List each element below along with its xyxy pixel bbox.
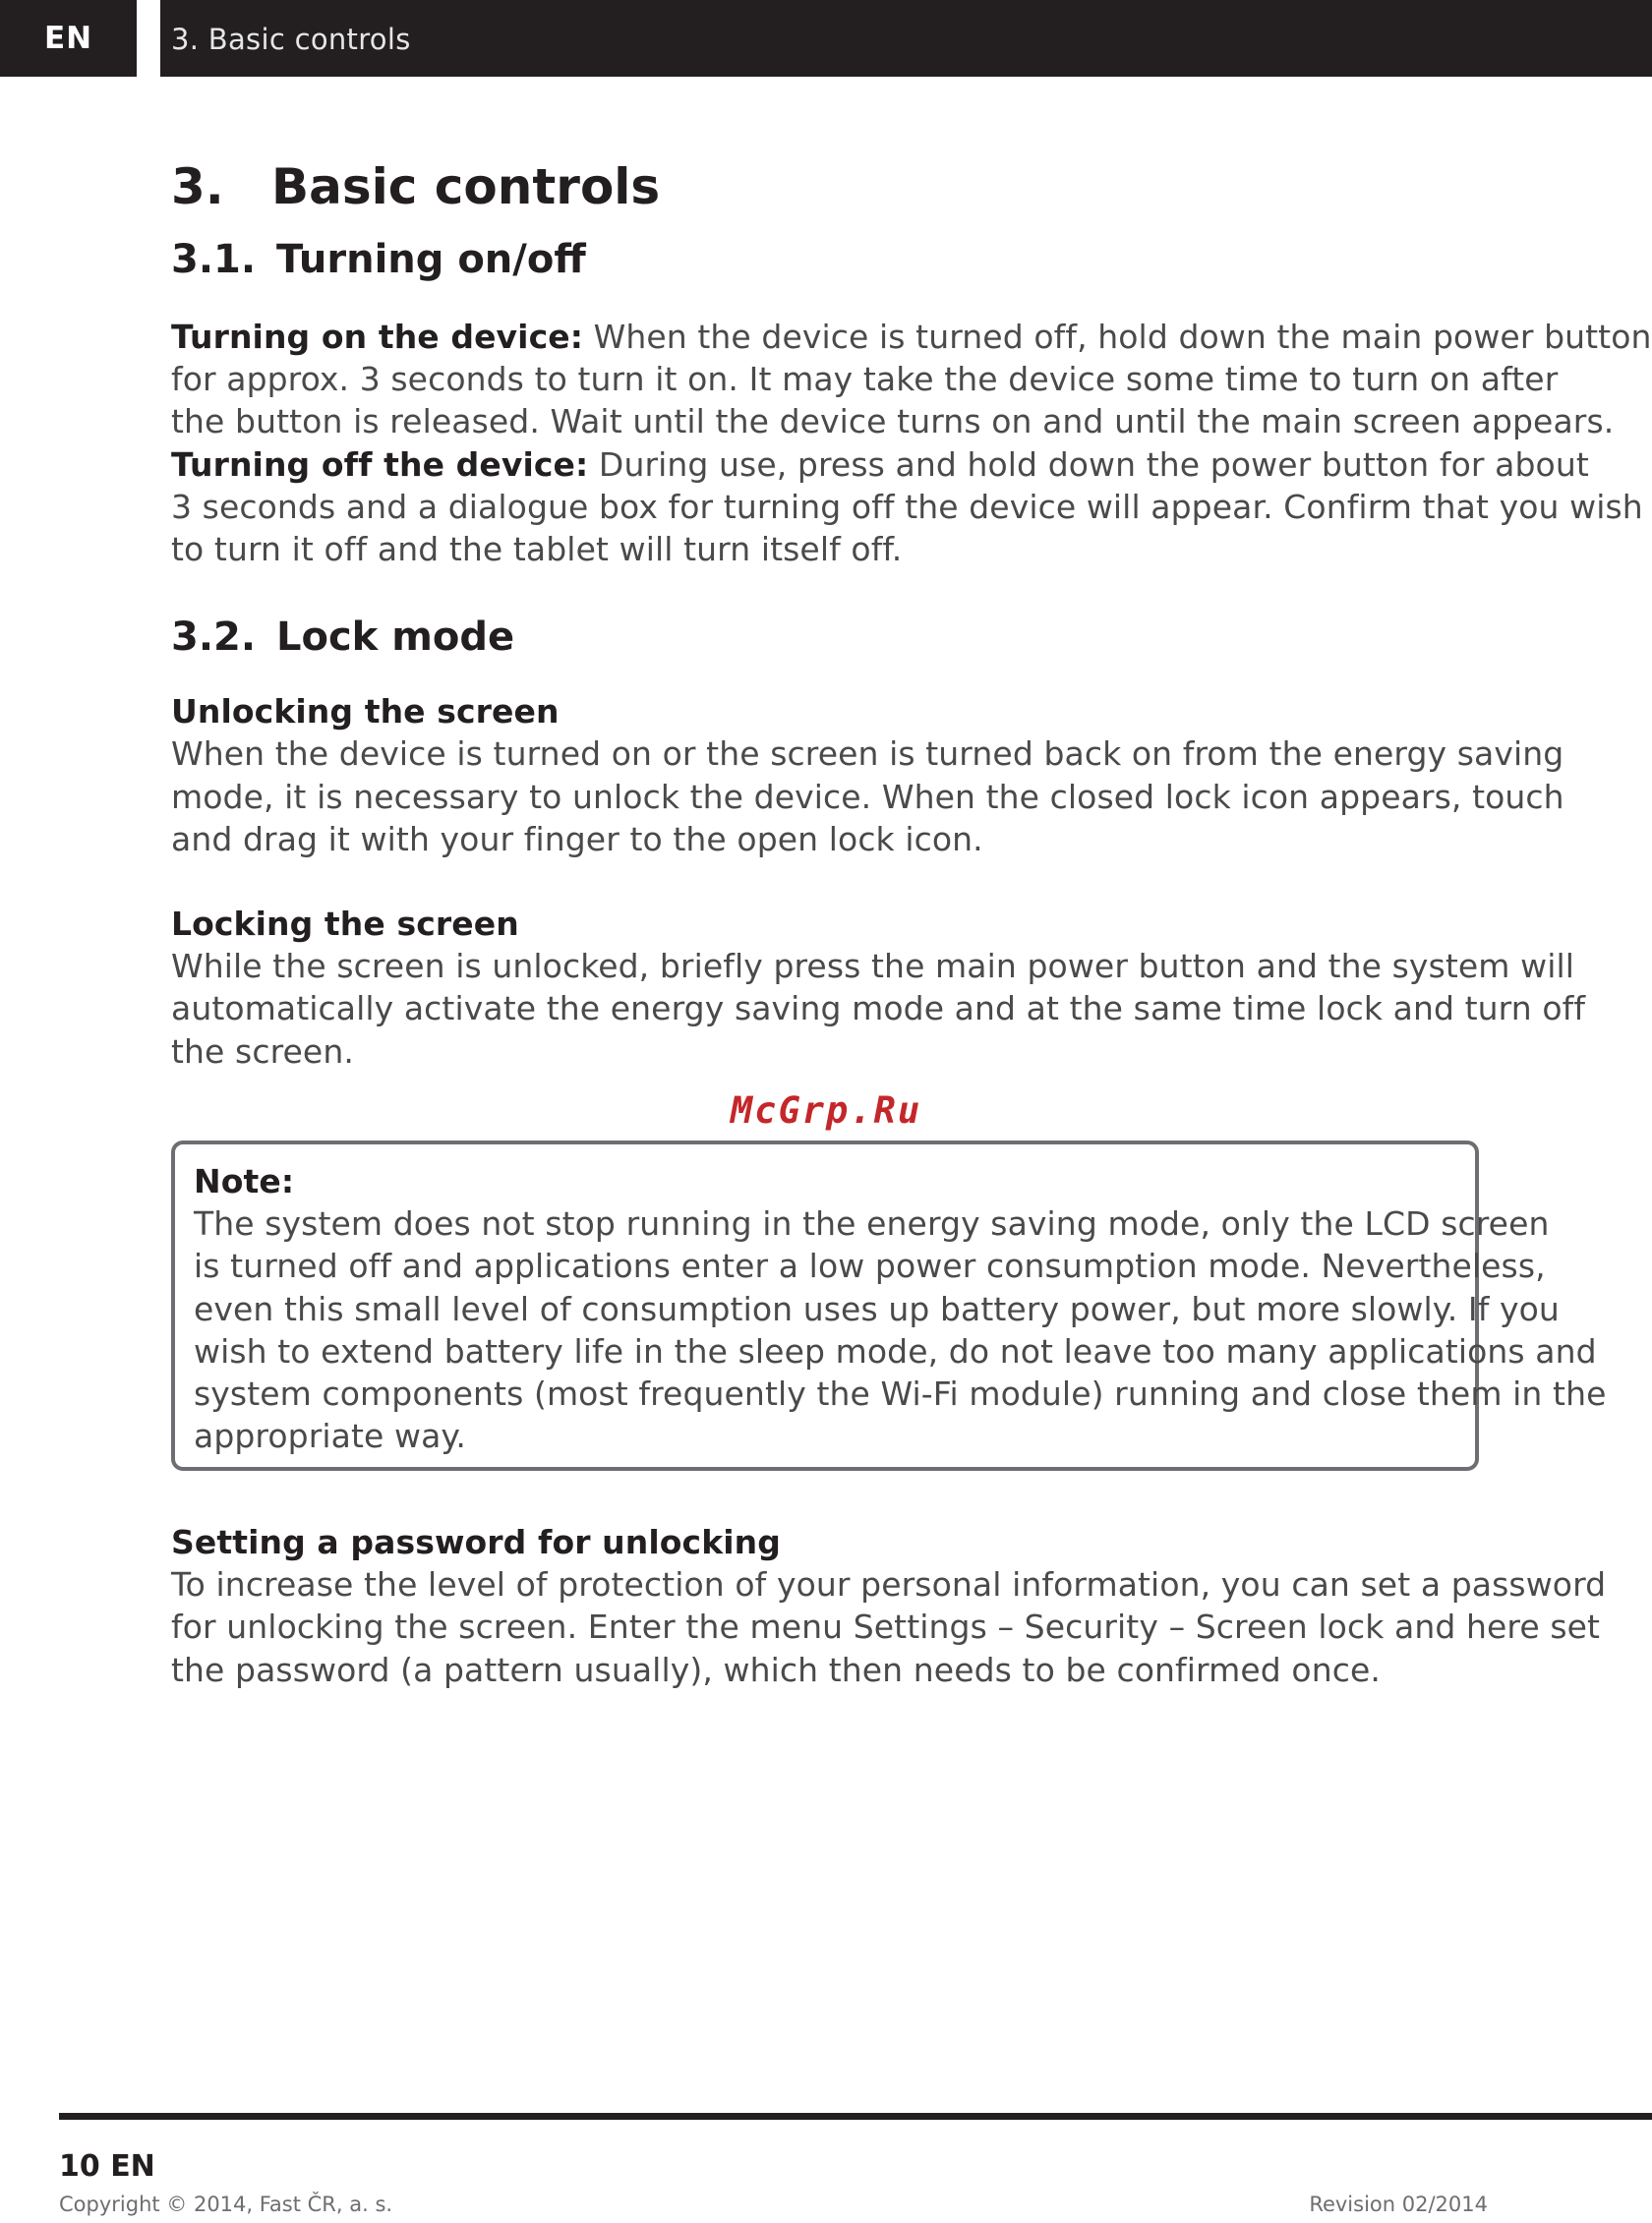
subsection-title-lock bbox=[171, 608, 1489, 667]
unlocking-heading: Unlocking the screen bbox=[171, 692, 560, 731]
turning-on-label: Turning on the device: bbox=[171, 318, 584, 356]
text-line: even this small level of consumption uses up battery power, but more slowly. If you bbox=[194, 1289, 1560, 1328]
text-line: the button is released. Wait until the device turns on and until the main screen appears. bbox=[171, 402, 1615, 441]
text-line: 3 seconds and a dialogue box for turning off the device will appear. Confirm that you wish bbox=[171, 487, 1643, 526]
text-line: the screen. bbox=[171, 1031, 354, 1071]
note-label: Note: bbox=[194, 1162, 295, 1200]
copyright: Copyright © 2014, Fast ČR, a. s. bbox=[59, 2193, 393, 2216]
section-title bbox=[171, 147, 1489, 226]
text-line: is turned off and applications enter a low power consumption mode. Nevertheless, bbox=[194, 1247, 1546, 1286]
password-heading: Setting a password for unlocking bbox=[171, 1523, 781, 1561]
text-line: automatically activate the energy saving mode and at the same time lock and turn off bbox=[171, 989, 1586, 1028]
password-paragraph bbox=[171, 1521, 1607, 1691]
text-line: system components (most frequently the Wi-Fi module) running and close them in the bbox=[194, 1375, 1607, 1414]
text-line: During use, press and hold down the power button for about bbox=[588, 444, 1589, 484]
page-header bbox=[0, 0, 1652, 77]
text-line: the password (a pattern usually), which then needs to be confirmed once. bbox=[171, 1650, 1381, 1689]
text-line: to turn it off and the tablet will turn itself off. bbox=[171, 530, 903, 569]
footer-rule bbox=[59, 2113, 1652, 2120]
note-box bbox=[171, 1141, 1607, 1471]
header-title: 3. Basic controls bbox=[171, 23, 411, 56]
text-line: for approx. 3 seconds to turn it on. It may take the device some time to turn on after bbox=[171, 360, 1559, 399]
turning-on-paragraph bbox=[171, 316, 1652, 570]
turning-off-label: Turning off the device: bbox=[171, 444, 589, 484]
locking-heading: Locking the screen bbox=[171, 905, 519, 944]
subsection-number: 3.1. bbox=[171, 237, 257, 282]
text-line: wish to extend battery life in the sleep mode, do not leave too many applications and bbox=[194, 1331, 1597, 1371]
text-line: When the device is turned off, hold down the main power button bbox=[583, 318, 1652, 356]
subsection-title-turning bbox=[171, 230, 1489, 289]
text-line: mode, it is necessary to unlock the device. When the closed lock icon appears, touch bbox=[171, 777, 1564, 816]
subsection-title-text: Lock mode bbox=[276, 614, 515, 661]
watermark: McGrp.Ru bbox=[730, 1089, 922, 1132]
note-content bbox=[194, 1160, 1607, 1457]
main-content bbox=[171, 147, 1652, 1073]
unlocking-paragraph bbox=[171, 690, 1564, 860]
section-title-text: Basic controls bbox=[271, 158, 661, 215]
text-line: appropriate way. bbox=[194, 1417, 466, 1456]
text-line: When the device is turned on or the screen is turned back on from the energy saving bbox=[171, 734, 1564, 774]
text-line: To increase the level of protection of your personal information, you can set a password bbox=[171, 1565, 1607, 1605]
subsection-title-text: Turning on/off bbox=[276, 237, 586, 282]
section-number: 3. bbox=[171, 158, 224, 215]
revision: Revision 02/2014 bbox=[1309, 2193, 1488, 2216]
text-line: The system does not stop running in the energy saving mode, only the LCD screen bbox=[194, 1204, 1550, 1244]
text-line: for unlocking the screen. Enter the menu Settings – Security – Screen lock and here set bbox=[171, 1608, 1601, 1647]
page-number: 10 EN bbox=[59, 2149, 155, 2184]
locking-paragraph bbox=[171, 903, 1586, 1073]
language-tab: EN bbox=[0, 0, 137, 77]
subsection-number: 3.2. bbox=[171, 614, 257, 661]
text-line: While the screen is unlocked, briefly press the main power button and the system will bbox=[171, 947, 1575, 986]
text-line: and drag it with your finger to the open lock icon. bbox=[171, 819, 983, 858]
